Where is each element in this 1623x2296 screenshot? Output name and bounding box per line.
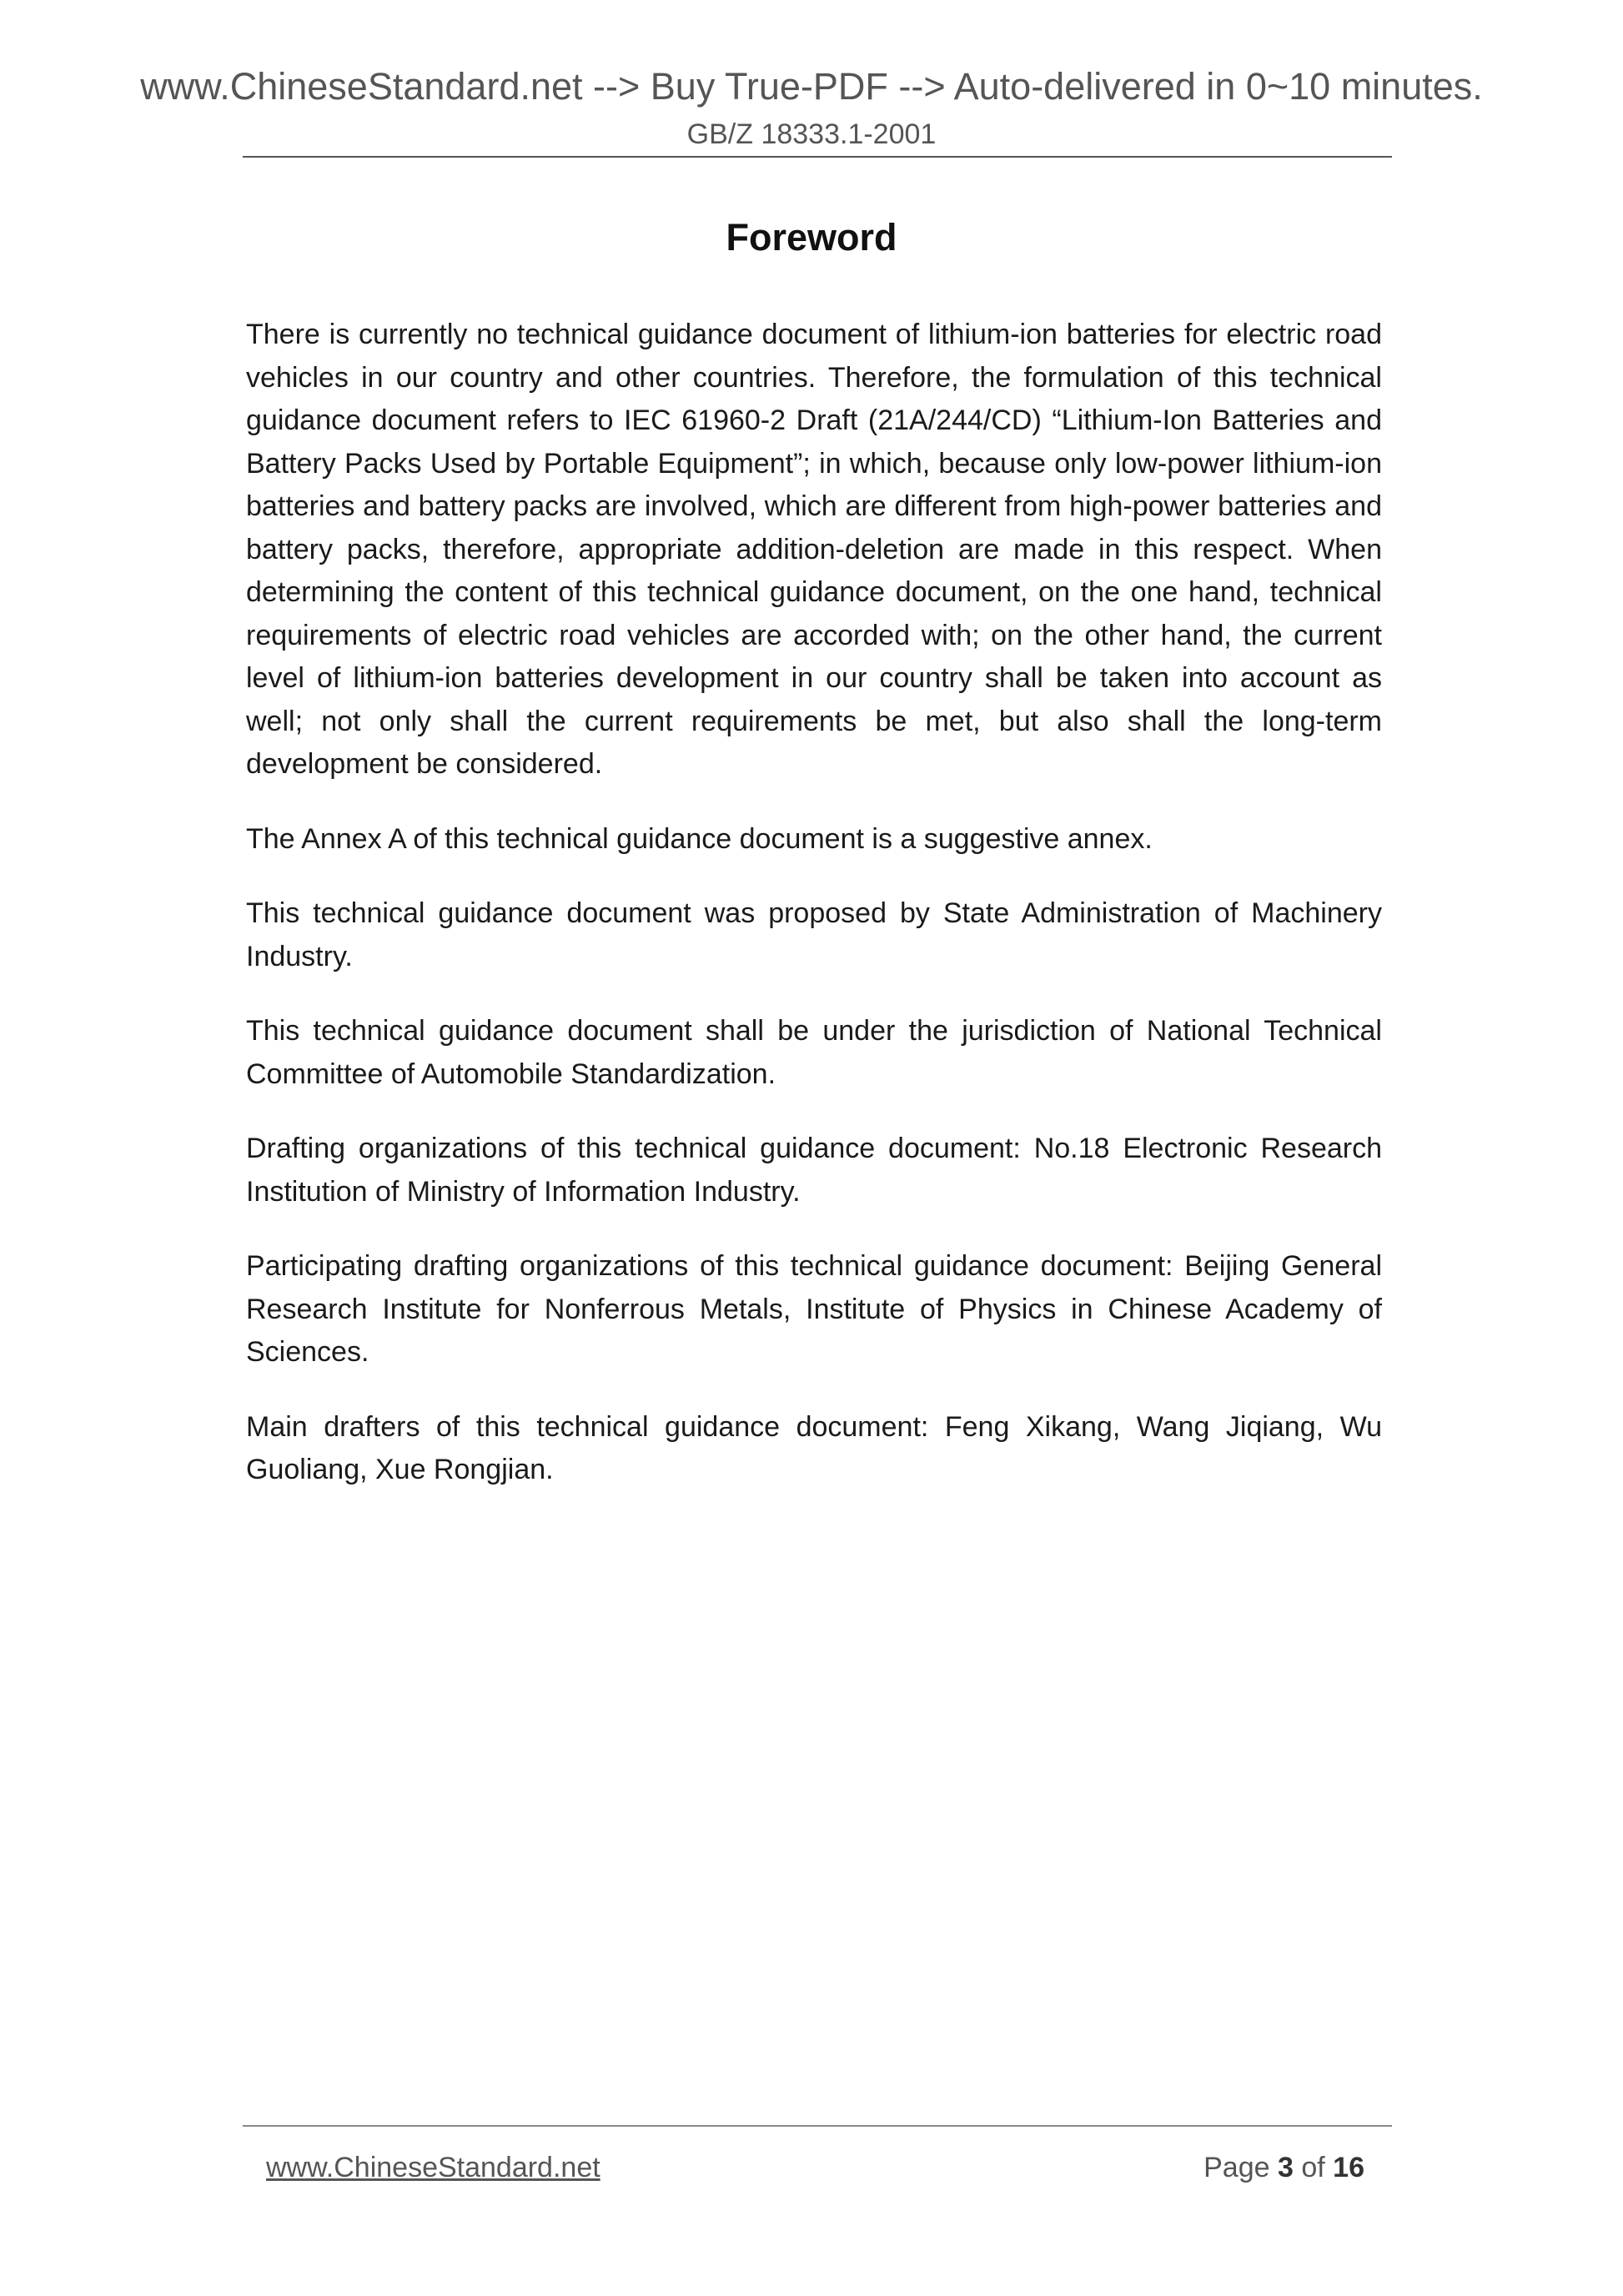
page-of-label: of xyxy=(1301,2152,1325,2183)
page-total: 16 xyxy=(1333,2152,1364,2183)
foreword-body xyxy=(246,314,1382,1524)
page-title: Foreword xyxy=(726,216,897,259)
paragraph-jurisdiction: This technical guidance document shall be under the jurisdiction of National Technical Committee of Automobile Standardization. xyxy=(246,1015,1382,1090)
paragraph-introduction: There is currently no technical guidance document of lithium-ion batteries for electric road vehicles in our country and other countries. Therefore, the formulation of this technical guidance document refers to IEC 61960-2 Draft (21A/244/CD) “Lithium-Ion Batteries and Battery Packs Used by Portable Equipment”; in which, because only low-power lithium-ion batteries and battery packs are involved, which are different from high-power batteries and battery packs, therefore, appropriate addition-deletion are made in this respect. When determining the content of this technical guidance document, on the one hand, technical requirements of electric road vehicles are accorded with; on the other hand, the current level of lithium-ion batteries development in our country shall be taken into account as well; not only shall the current requirements be met, but also shall the long-term development be considered. xyxy=(246,319,1382,780)
paragraph-main-drafters: Main drafters of this technical guidance document: Feng Xikang, Wang Jiqiang, Wu Guoliang, Xue Rongjian. xyxy=(246,1410,1382,1485)
header-divider xyxy=(243,156,1392,158)
paragraph-proposed-by: This technical guidance document was proposed by State Administration of Machinery Industry. xyxy=(246,897,1382,972)
paragraph-annex: The Annex A of this technical guidance document is a suggestive annex. xyxy=(246,822,1153,855)
page-current: 3 xyxy=(1277,2152,1294,2183)
paragraph-drafting-organizations: Drafting organizations of this technical guidance document: No.18 Electronic Research Institution of Ministry of Information Industry. xyxy=(246,1133,1382,1208)
page-label: Page xyxy=(1203,2152,1270,2183)
footer-divider xyxy=(243,2125,1392,2127)
header-banner[interactable]: www.ChineseStandard.net --> Buy True-PDF --> Auto-delivered in 0~10 minutes. xyxy=(140,65,1483,108)
paragraph-participating-organizations: Participating drafting organizations of this technical guidance document: Beijing General Research Institute for Nonferrous Metals, Institute of Physics in Chinese Academy of Sciences. xyxy=(246,1250,1382,1368)
page-number xyxy=(1203,2150,1364,2185)
standard-code: GB/Z 18333.1-2001 xyxy=(686,118,937,150)
footer-site-link[interactable]: www.ChineseStandard.net xyxy=(266,2152,600,2183)
